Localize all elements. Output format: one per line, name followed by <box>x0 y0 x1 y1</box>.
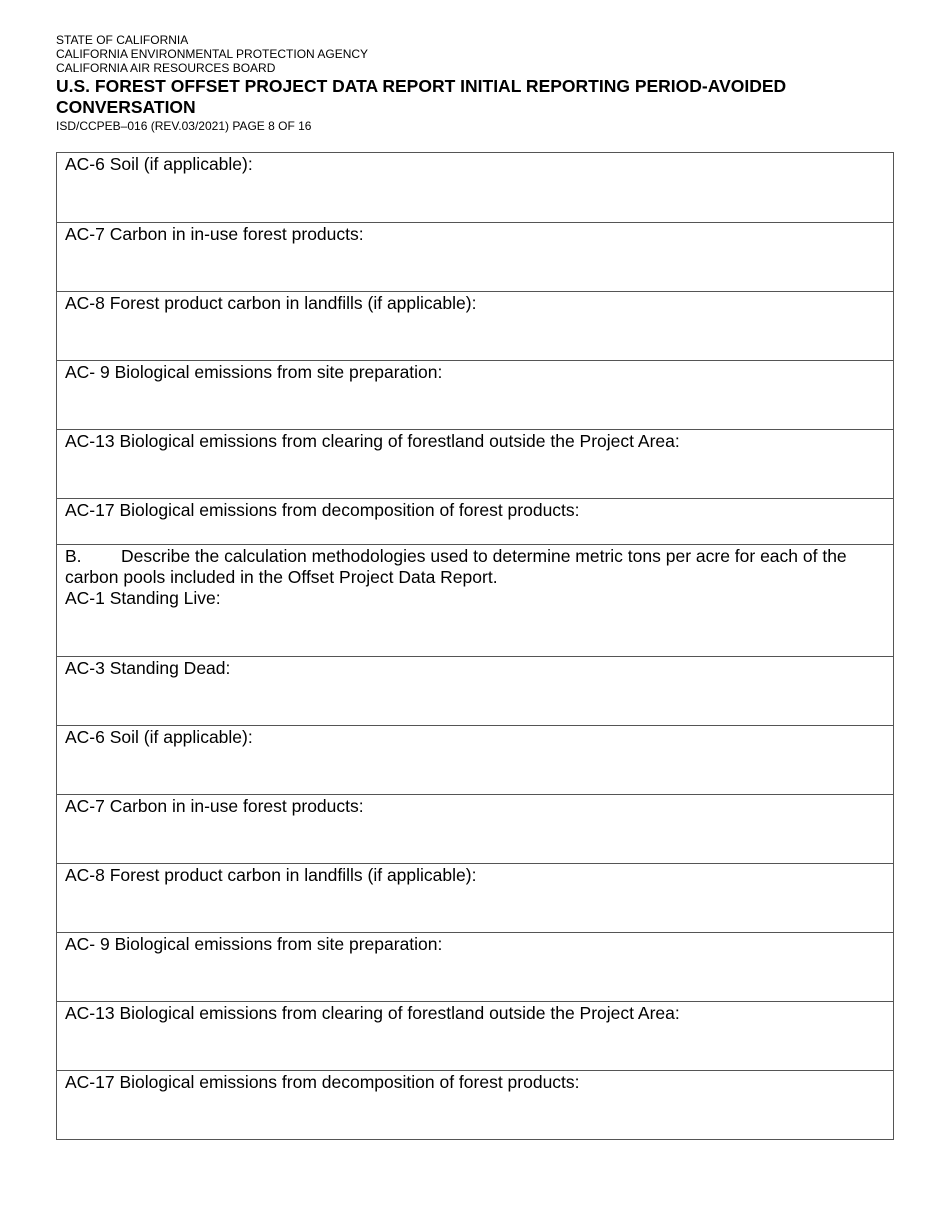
field-row-ac7-b[interactable] <box>57 794 893 863</box>
field-label: AC-17 Biological emissions from decomposition of forest products: <box>65 500 580 520</box>
field-row-ac9-a[interactable] <box>57 360 893 429</box>
field-label: AC-17 Biological emissions from decomposition of forest products: <box>65 1072 580 1092</box>
field-label: AC-7 Carbon in in-use forest products: <box>65 224 364 244</box>
state-name: STATE OF CALIFORNIA <box>56 33 189 47</box>
field-label: AC-6 Soil (if applicable): <box>65 727 253 747</box>
field-label: AC-3 Standing Dead: <box>65 658 231 678</box>
field-row-ac9-b[interactable] <box>57 932 893 1001</box>
form-header <box>56 33 906 133</box>
field-row-ac7-a[interactable] <box>57 222 893 291</box>
field-label: AC-13 Biological emissions from clearing of forestland outside the Project Area: <box>65 431 680 451</box>
field-label: AC-6 Soil (if applicable): <box>65 154 253 174</box>
form-id: ISD/CCPEB–016 (REV.03/2021) PAGE 8 OF 16 <box>56 119 312 133</box>
form-title: U.S. FOREST OFFSET PROJECT DATA REPORT INITIAL REPORTING PERIOD-AVOIDED CONVERSATION <box>56 76 787 117</box>
field-label: AC-13 Biological emissions from clearing of forestland outside the Project Area: <box>65 1003 680 1023</box>
field-row-ac6-b[interactable] <box>57 725 893 794</box>
field-label: AC- 9 Biological emissions from site preparation: <box>65 362 443 382</box>
section-b-instruction-row[interactable] <box>57 544 893 656</box>
field-label: AC-8 Forest product carbon in landfills (if applicable): <box>65 865 477 885</box>
field-row-ac3-b[interactable] <box>57 656 893 725</box>
field-row-ac13-b[interactable] <box>57 1001 893 1070</box>
field-label: AC- 9 Biological emissions from site preparation: <box>65 934 443 954</box>
section-letter: B. <box>65 546 82 566</box>
section-instruction: Describe the calculation methodologies used to determine metric tons per acre for each of the carbon pools included in the Offset Project Data Report. <box>65 546 847 587</box>
section-b-text <box>65 546 847 587</box>
agency-name: CALIFORNIA ENVIRONMENTAL PROTECTION AGENCY <box>56 47 369 61</box>
field-row-ac6-a[interactable] <box>57 153 893 222</box>
field-label: AC-1 Standing Live: <box>65 588 221 608</box>
field-label: AC-7 Carbon in in-use forest products: <box>65 796 364 816</box>
field-row-ac8-b[interactable] <box>57 863 893 932</box>
field-row-ac17-b[interactable] <box>57 1070 893 1139</box>
field-row-ac17-a[interactable] <box>57 498 893 544</box>
field-row-ac8-a[interactable] <box>57 291 893 360</box>
form-table <box>56 152 894 1140</box>
field-label: AC-8 Forest product carbon in landfills (if applicable): <box>65 293 477 313</box>
board-name: CALIFORNIA AIR RESOURCES BOARD <box>56 61 276 75</box>
field-row-ac13-a[interactable] <box>57 429 893 498</box>
